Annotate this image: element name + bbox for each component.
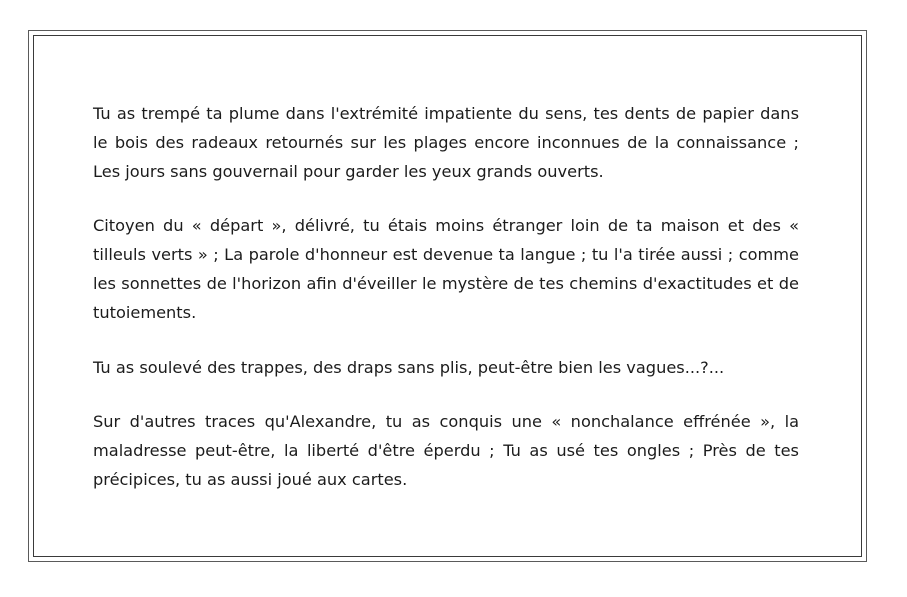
- paragraph-3: Tu as soulevé des trappes, des draps sans plis, peut-être bien les vagues...?...: [93, 357, 725, 377]
- poem-text-block: [93, 100, 799, 521]
- paragraph-2: Citoyen du « départ », délivré, tu étais moins étranger loin de ta maison et des « tilleuls verts » ; La parole d'honneur est devenue ta langue ; tu l'a tirée aussi ; comme les sonnettes de l'horizon afin d'éveiller le mystère de tes chemins d'exactitudes et de tutoiements.: [93, 216, 799, 322]
- paragraph-4: Sur d'autres traces qu'Alexandre, tu as conquis une « nonchalance effrénée », la maladresse peut-être, la liberté d'être éperdu ; Tu as usé tes ongles ; Près de tes précipices, tu as aussi joué aux cartes.: [93, 412, 799, 489]
- paragraph-1: Tu as trempé ta plume dans l'extrémité impatiente du sens, tes dents de papier dans le bois des radeaux retournés sur les plages encore inconnues de la connaissance ; Les jours sans gouvernail pour garder les yeux grands ouverts.: [93, 104, 799, 181]
